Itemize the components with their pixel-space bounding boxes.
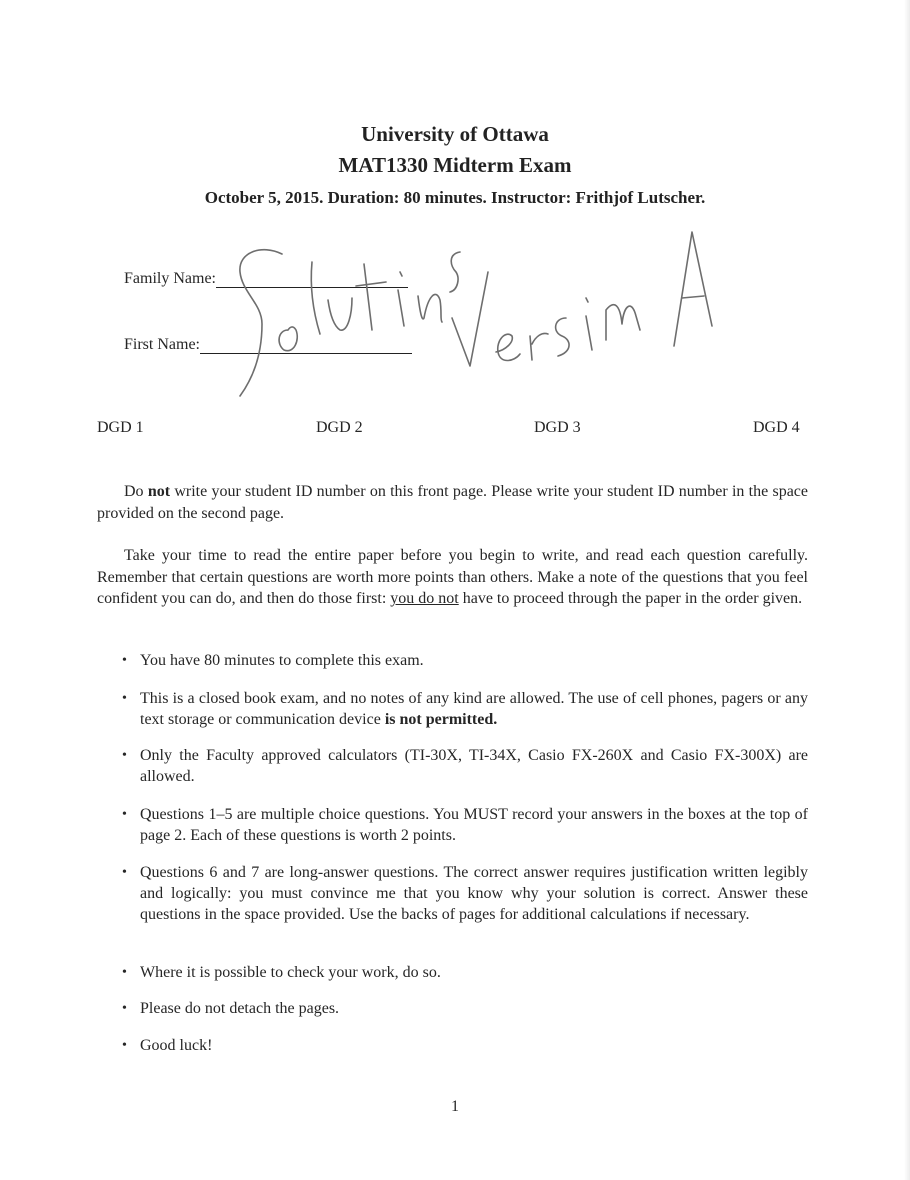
handwritten-version-a (452, 232, 712, 366)
bullet-text: Please do not detach the pages. (140, 1000, 340, 1017)
family-name-field (124, 270, 408, 288)
list-item (122, 650, 808, 671)
p2-underline: you do not (390, 590, 459, 607)
student-id-instruction (97, 481, 808, 524)
dgd-1-label: DGD 1 (97, 419, 144, 436)
bullet-icon: • (122, 1038, 127, 1053)
dgd-4-label: DGD 4 (753, 419, 800, 436)
university-title: University of Ottawa (361, 122, 549, 146)
bullet-text (140, 688, 808, 730)
dgd-3-label: DGD 3 (534, 419, 581, 436)
family-name-line (216, 273, 408, 288)
bullet-text: Only the Faculty approved calculators (TI-30X, TI-34X, Casio FX-260X and Casio FX-300X) are allowed. (140, 747, 808, 785)
bullet-bold-part: is not permitted. (384, 711, 498, 728)
bullet-icon: • (122, 865, 127, 880)
list-item (122, 998, 808, 1019)
p1-text-b: write your student ID number on this front page. Please write your student ID number in the space provided on the second page. (97, 483, 808, 522)
reading-instruction (97, 545, 808, 610)
bullet-icon: • (122, 691, 127, 706)
list-item (122, 962, 808, 983)
exam-info: October 5, 2015. Duration: 80 minutes. Instructor: Frithjof Lutscher. (204, 188, 706, 207)
list-item (122, 745, 808, 787)
first-name-field (124, 336, 412, 354)
first-name-line (200, 339, 412, 354)
bullet-text: You have 80 minutes to complete this exam. (140, 652, 424, 669)
bullet-icon: • (122, 748, 127, 763)
p2-text-b: have to proceed through the paper in the order given. (458, 590, 803, 607)
bullet-text-part: This is a closed book exam, and no notes of any kind are allowed. The use of cell phones, pagers or any text storage or communication device (140, 690, 808, 728)
bullet-text: Where it is possible to check your work, do so. (140, 964, 441, 981)
family-name-label: Family Name: (124, 270, 216, 287)
bullet-text: Good luck! (140, 1037, 213, 1054)
exam-title: MAT1330 Midterm Exam (338, 153, 572, 177)
p1-bold-not: not (147, 483, 171, 500)
list-item (122, 1035, 808, 1056)
p1-text-a: Do (124, 483, 148, 500)
bullet-icon: • (122, 965, 127, 980)
p2-text-a: Take your time to read the entire paper before you begin to write, and read each question carefully. Remember that certain questions are worth more points than others. Make a note of the questions that you feel confident you can do, and then do those first: (97, 547, 808, 607)
bullet-icon: • (122, 1001, 127, 1016)
list-item (122, 862, 808, 925)
bullet-icon: • (122, 653, 127, 668)
list-item (122, 804, 808, 846)
page-number: 1 (451, 1098, 459, 1115)
first-name-label: First Name: (124, 336, 200, 353)
bullet-text: Questions 1–5 are multiple choice questions. You MUST record your answers in the boxes at the top of page 2. Each of these questions is worth 2 points. (140, 806, 808, 844)
dgd-2-label: DGD 2 (316, 419, 363, 436)
bullet-text: Questions 6 and 7 are long-answer questions. The correct answer requires justification written legibly and logically: you must convince me that you know why your solution is correct. Answer these questions in the space provided. Use the backs of pages for additional calculations if necessary. (140, 864, 808, 923)
list-item (122, 688, 808, 730)
bullet-icon: • (122, 807, 127, 822)
